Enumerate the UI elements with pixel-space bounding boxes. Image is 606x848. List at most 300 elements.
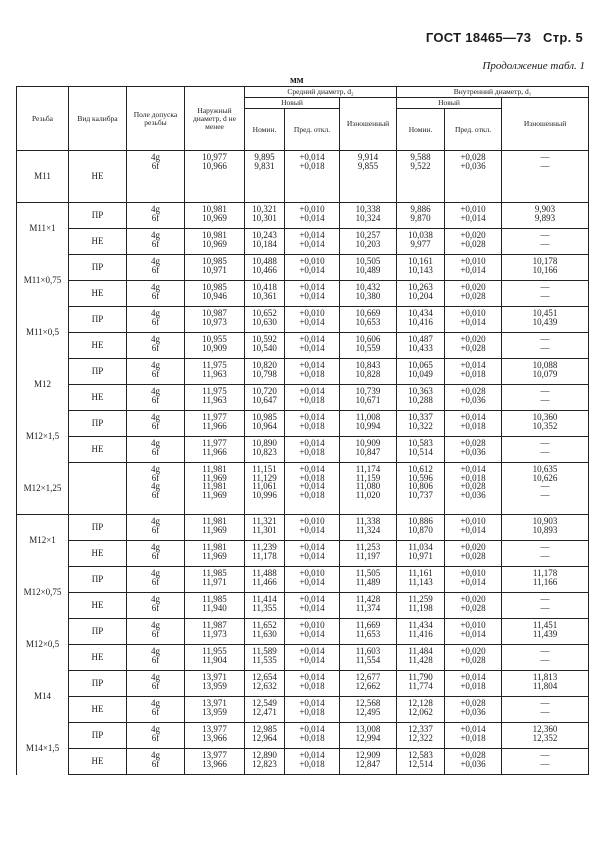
- cell-value: 11,963: [202, 368, 227, 379]
- cell-value: +0,014: [299, 524, 325, 535]
- cell-value: —: [540, 446, 550, 457]
- cell-value: +0,036: [460, 446, 486, 457]
- tolerance-values: [127, 567, 185, 593]
- cell-value: —: [540, 386, 550, 396]
- tolerance-values: [127, 255, 185, 281]
- inner-limit-values: [445, 359, 502, 385]
- inner-nominal-values: [397, 359, 445, 385]
- tolerance-values: [127, 359, 185, 385]
- inner-nominal-values: [397, 411, 445, 437]
- tolerance-values: [127, 593, 185, 619]
- cell-value: +0,010: [460, 308, 486, 318]
- cell-value: —: [540, 698, 550, 708]
- col-inner-limit: Пред. откл.: [445, 109, 502, 151]
- cell-value: 10,903: [532, 516, 558, 526]
- cell-value: 10,505: [355, 256, 381, 266]
- cell-value: +0,014: [299, 334, 325, 344]
- cell-value: 11,669: [355, 620, 381, 630]
- cell-value: 13,971: [202, 698, 227, 708]
- cell-value: 4g: [151, 646, 160, 656]
- tolerance-values: [127, 281, 185, 307]
- cell-value: 10,969: [202, 212, 227, 223]
- inner-limit-values: [445, 203, 502, 229]
- cell-value: 10,434: [408, 308, 433, 318]
- gauge-type: НЕ: [69, 385, 127, 411]
- cell-value: 10,630: [252, 316, 277, 327]
- mid-worn-values: [340, 593, 397, 619]
- cell-value: 10,451: [532, 308, 558, 318]
- cell-value: +0,010: [460, 568, 486, 578]
- cell-value: 6f: [151, 758, 160, 769]
- cell-value: +0,014: [299, 481, 325, 492]
- cell-value: 11,969: [202, 489, 227, 500]
- cell-value: 11,439: [532, 628, 558, 639]
- cell-value: 9,893: [534, 212, 556, 223]
- gauge-type: ПР: [69, 619, 127, 645]
- cell-value: 10,488: [252, 256, 277, 266]
- outer-values: [185, 333, 245, 359]
- cell-value: —: [540, 542, 550, 552]
- table-row: [17, 255, 589, 281]
- gauge-type: ПР: [69, 203, 127, 229]
- cell-value: 11,981: [202, 464, 227, 474]
- table-row: [17, 229, 589, 255]
- cell-value: 11,020: [355, 489, 381, 500]
- cell-value: 4g: [151, 412, 160, 422]
- cell-value: 9,903: [534, 204, 556, 214]
- cell-value: 9,831: [254, 160, 275, 171]
- cell-value: 11,981: [202, 481, 227, 492]
- gauge-type: НЕ: [69, 437, 127, 463]
- cell-value: +0,020: [460, 282, 486, 292]
- cell-value: 12,322: [408, 732, 433, 743]
- cell-value: 11,061: [252, 481, 277, 492]
- thread-designation: М11×0,75: [17, 255, 69, 307]
- col-tolerance: Поле допуска резьбы: [127, 87, 185, 151]
- cell-value: 10,890: [252, 438, 277, 448]
- outer-values: [185, 411, 245, 437]
- cell-value: 10,514: [408, 446, 433, 457]
- inner-worn-values: [502, 437, 589, 463]
- cell-value: 10,065: [408, 360, 433, 370]
- cell-value: +0,018: [299, 446, 325, 457]
- cell-value: 11,630: [252, 628, 277, 639]
- mid-worn-values: [340, 515, 397, 541]
- cell-value: 4g: [151, 568, 160, 578]
- inner-worn-values: [502, 619, 589, 645]
- cell-value: +0,020: [460, 542, 486, 552]
- mid-nominal-values: [245, 411, 285, 437]
- cell-value: +0,014: [299, 282, 325, 292]
- cell-value: 10,166: [532, 264, 558, 275]
- cell-value: 6f: [151, 264, 160, 275]
- mid-nominal-values: [245, 437, 285, 463]
- table-row: [17, 385, 589, 411]
- gauge-type: НЕ: [69, 541, 127, 567]
- cell-value: 6f: [151, 654, 160, 665]
- cell-value: 4g: [151, 204, 160, 214]
- tolerance-values: [127, 515, 185, 541]
- outer-values: [185, 385, 245, 411]
- cell-value: 11,301: [252, 524, 277, 535]
- cell-value: +0,014: [299, 438, 325, 448]
- cell-value: 11,374: [355, 602, 381, 613]
- table-row: [17, 749, 589, 775]
- tolerance-values: [127, 723, 185, 749]
- inner-limit-values: [445, 333, 502, 359]
- cell-value: +0,020: [460, 646, 486, 656]
- mid-limit-values: [285, 515, 340, 541]
- cell-value: +0,010: [299, 620, 325, 630]
- cell-value: +0,014: [299, 672, 325, 682]
- cell-value: 10,257: [355, 230, 381, 240]
- mid-nominal-values: [245, 203, 285, 229]
- cell-value: 10,360: [532, 412, 558, 422]
- mid-nominal-values: [245, 645, 285, 671]
- mid-nominal-values: [245, 307, 285, 333]
- cell-value: +0,028: [460, 238, 486, 249]
- cell-value: +0,028: [460, 152, 486, 162]
- cell-value: +0,014: [299, 646, 325, 656]
- cell-value: 11,981: [202, 516, 227, 526]
- cell-value: +0,014: [299, 594, 325, 604]
- gauge-type: ПР: [69, 411, 127, 437]
- inner-nominal-values: [397, 645, 445, 671]
- cell-value: +0,014: [460, 464, 486, 474]
- cell-value: 12,062: [408, 706, 433, 717]
- inner-limit-values: [445, 307, 502, 333]
- cell-value: 10,893: [532, 524, 558, 535]
- cell-value: 6f: [151, 238, 160, 249]
- mid-limit-values: [285, 463, 340, 515]
- cell-value: +0,028: [460, 290, 486, 301]
- cell-value: 11,484: [408, 646, 433, 656]
- cell-value: 10,966: [202, 160, 227, 171]
- inner-limit-values: [445, 151, 502, 203]
- cell-value: +0,018: [299, 706, 325, 717]
- cell-value: 12,337: [408, 724, 433, 734]
- cell-value: 10,647: [252, 394, 277, 405]
- cell-value: +0,014: [299, 360, 325, 370]
- cell-value: +0,014: [460, 672, 486, 682]
- col-mid-worn: Изношенный: [340, 98, 397, 151]
- cell-value: 10,909: [355, 438, 381, 448]
- cell-value: 10,337: [408, 412, 433, 422]
- cell-value: 11,975: [202, 386, 227, 396]
- col-gauge-type: Вид калибра: [69, 87, 127, 151]
- cell-value: 12,964: [252, 732, 277, 743]
- mid-worn-values: [340, 723, 397, 749]
- table-row: [17, 645, 589, 671]
- inner-nominal-values: [397, 333, 445, 359]
- tolerance-values: [127, 229, 185, 255]
- inner-limit-values: [445, 749, 502, 775]
- cell-value: +0,014: [460, 628, 486, 639]
- cell-value: —: [540, 282, 550, 292]
- mid-nominal-values: [245, 151, 285, 203]
- cell-value: 11,973: [202, 628, 227, 639]
- cell-value: 9,522: [410, 160, 431, 171]
- thread-designation: М12×0,75: [17, 567, 69, 619]
- gauge-type: ПР: [69, 515, 127, 541]
- mid-nominal-values: [245, 281, 285, 307]
- mid-worn-values: [340, 385, 397, 411]
- cell-value: 11,428: [408, 654, 433, 665]
- outer-values: [185, 749, 245, 775]
- col-mid-limit: Пред. откл.: [285, 109, 340, 151]
- cell-value: +0,036: [460, 706, 486, 717]
- cell-value: 4g: [151, 672, 160, 682]
- cell-value: +0,014: [299, 290, 325, 301]
- cell-value: 6f: [151, 706, 160, 717]
- cell-value: +0,018: [299, 680, 325, 691]
- table-row: [17, 697, 589, 723]
- cell-value: 11,554: [355, 654, 381, 665]
- cell-value: 4g: [151, 334, 160, 344]
- inner-nominal-values: [397, 515, 445, 541]
- cell-value: 6f: [151, 420, 160, 431]
- cell-value: 13,977: [202, 724, 227, 734]
- cell-value: 6f: [151, 472, 160, 483]
- inner-nominal-values: [397, 593, 445, 619]
- cell-value: +0,018: [460, 420, 486, 431]
- outer-values: [185, 515, 245, 541]
- inner-limit-values: [445, 697, 502, 723]
- cell-value: 11,008: [355, 412, 381, 422]
- cell-value: 12,128: [408, 698, 433, 708]
- cell-value: 10,161: [408, 256, 433, 266]
- gauge-type: [69, 463, 127, 515]
- mid-limit-values: [285, 151, 340, 203]
- inner-limit-values: [445, 437, 502, 463]
- mid-worn-values: [340, 151, 397, 203]
- cell-value: 6f: [151, 394, 160, 405]
- cell-value: +0,014: [299, 464, 325, 474]
- inner-nominal-values: [397, 385, 445, 411]
- col-group-inner: Внутренний диаметр, d₁: [397, 87, 589, 98]
- inner-worn-values: [502, 671, 589, 697]
- cell-value: 6f: [151, 342, 160, 353]
- cell-value: 10,635: [532, 464, 558, 474]
- inner-worn-values: [502, 749, 589, 775]
- cell-value: 4g: [151, 516, 160, 526]
- cell-value: +0,010: [460, 204, 486, 214]
- cell-value: +0,036: [460, 489, 486, 500]
- cell-value: 11,080: [355, 481, 381, 492]
- thread-designation: М12×1,5: [17, 411, 69, 463]
- cell-value: 10,720: [252, 386, 277, 396]
- cell-value: +0,028: [460, 438, 486, 448]
- gauge-type: НЕ: [69, 749, 127, 775]
- cell-value: +0,014: [460, 724, 486, 734]
- inner-limit-values: [445, 229, 502, 255]
- cell-value: 12,677: [355, 672, 381, 682]
- thread-designation: М11: [17, 151, 69, 203]
- cell-value: 4g: [151, 360, 160, 370]
- cell-value: —: [540, 602, 550, 613]
- cell-value: 11,969: [202, 524, 227, 535]
- cell-value: 12,568: [355, 698, 381, 708]
- tolerance-values: [127, 463, 185, 515]
- cell-value: 6f: [151, 446, 160, 457]
- cell-value: +0,020: [460, 334, 486, 344]
- cell-value: 11,434: [408, 620, 433, 630]
- mid-worn-values: [340, 359, 397, 385]
- cell-value: 10,432: [355, 282, 381, 292]
- cell-value: —: [540, 594, 550, 604]
- inner-worn-values: [502, 541, 589, 567]
- cell-value: 9,855: [357, 160, 379, 171]
- inner-worn-values: [502, 515, 589, 541]
- cell-value: 10,583: [408, 438, 433, 448]
- cell-value: 11,143: [408, 576, 433, 587]
- tolerance-values: [127, 437, 185, 463]
- cell-value: —: [540, 438, 550, 448]
- inner-worn-values: [502, 567, 589, 593]
- mid-nominal-values: [245, 749, 285, 775]
- cell-value: 10,985: [202, 282, 227, 292]
- cell-value: 10,592: [252, 334, 277, 344]
- mid-worn-values: [340, 229, 397, 255]
- cell-value: 10,806: [408, 481, 433, 492]
- cell-value: 11,324: [355, 524, 381, 535]
- cell-value: 10,669: [355, 308, 381, 318]
- thread-designation: М12×1: [17, 515, 69, 567]
- cell-value: 11,813: [532, 672, 558, 682]
- cell-value: +0,014: [460, 264, 486, 275]
- cell-value: +0,010: [299, 256, 325, 266]
- outer-values: [185, 307, 245, 333]
- cell-value: 6f: [151, 316, 160, 327]
- table-row: [17, 437, 589, 463]
- cell-value: +0,018: [299, 394, 325, 405]
- outer-values: [185, 619, 245, 645]
- cell-value: 10,955: [202, 334, 227, 344]
- gauge-type: ПР: [69, 723, 127, 749]
- cell-value: —: [540, 152, 550, 162]
- cell-value: 11,178: [252, 550, 277, 561]
- cell-value: 10,038: [408, 230, 433, 240]
- table-row: [17, 593, 589, 619]
- outer-values: [185, 645, 245, 671]
- col-thread: Резьба: [17, 87, 69, 151]
- cell-value: 6f: [151, 524, 160, 535]
- cell-value: 10,322: [408, 420, 433, 431]
- cell-value: +0,018: [460, 680, 486, 691]
- mid-limit-values: [285, 203, 340, 229]
- gauge-type: НЕ: [69, 697, 127, 723]
- cell-value: 11,416: [408, 628, 433, 639]
- cell-value: 12,985: [252, 724, 277, 734]
- inner-nominal-values: [397, 255, 445, 281]
- mid-limit-values: [285, 567, 340, 593]
- cell-value: 12,495: [355, 706, 381, 717]
- cell-value: +0,018: [460, 732, 486, 743]
- cell-value: 12,471: [252, 706, 277, 717]
- cell-value: +0,014: [460, 524, 486, 535]
- tolerance-values: [127, 749, 185, 775]
- inner-nominal-values: [397, 749, 445, 775]
- table-row: [17, 151, 589, 203]
- cell-value: +0,014: [460, 412, 486, 422]
- inner-nominal-values: [397, 619, 445, 645]
- cell-value: 10,985: [252, 412, 277, 422]
- cell-value: +0,028: [460, 654, 486, 665]
- cell-value: 11,428: [355, 594, 381, 604]
- cell-value: 12,514: [408, 758, 433, 769]
- mid-nominal-values: [245, 255, 285, 281]
- cell-value: 11,161: [408, 568, 433, 578]
- cell-value: 11,774: [408, 680, 433, 691]
- cell-value: 11,451: [532, 620, 558, 630]
- cell-value: 4g: [151, 230, 160, 240]
- mid-limit-values: [285, 749, 340, 775]
- cell-value: 10,338: [355, 204, 381, 214]
- inner-nominal-values: [397, 203, 445, 229]
- cell-value: 4g: [151, 438, 160, 448]
- cell-value: 10,288: [408, 394, 433, 405]
- cell-value: 10,418: [252, 282, 277, 292]
- cell-value: 12,352: [532, 732, 558, 743]
- gauge-type: ПР: [69, 307, 127, 333]
- cell-value: 6f: [151, 160, 160, 171]
- cell-value: 11,535: [252, 654, 277, 665]
- cell-value: 4g: [151, 386, 160, 396]
- tolerance-values: [127, 203, 185, 229]
- inner-nominal-values: [397, 671, 445, 697]
- table-row: [17, 515, 589, 541]
- cell-value: 12,994: [355, 732, 381, 743]
- cell-value: +0,014: [299, 212, 325, 223]
- cell-value: 10,540: [252, 342, 277, 353]
- outer-values: [185, 437, 245, 463]
- mid-nominal-values: [245, 359, 285, 385]
- cell-value: 10,596: [408, 472, 433, 483]
- thread-designation: М12×0,5: [17, 619, 69, 671]
- cell-value: +0,010: [299, 568, 325, 578]
- cell-value: 11,790: [408, 672, 433, 682]
- cell-value: 10,487: [408, 334, 433, 344]
- cell-value: 13,971: [202, 672, 227, 682]
- cell-value: +0,018: [299, 160, 325, 171]
- cell-value: +0,020: [460, 594, 486, 604]
- inner-nominal-values: [397, 151, 445, 203]
- tolerance-values: [127, 541, 185, 567]
- cell-value: +0,014: [299, 698, 325, 708]
- cell-value: 11,589: [252, 646, 277, 656]
- table-continuation: Продолжение табл. 1: [482, 60, 585, 72]
- outer-values: [185, 697, 245, 723]
- inner-worn-values: [502, 697, 589, 723]
- cell-value: 11,505: [355, 568, 381, 578]
- mid-nominal-values: [245, 385, 285, 411]
- col-mid-nominal: Номин.: [245, 109, 285, 151]
- cell-value: 11,489: [355, 576, 381, 587]
- gauge-type: ПР: [69, 359, 127, 385]
- cell-value: +0,028: [460, 481, 486, 492]
- col-outer-diameter: Наружный диаметр, d не менее: [185, 87, 245, 151]
- cell-value: 11,975: [202, 360, 227, 370]
- cell-value: +0,028: [460, 698, 486, 708]
- mid-limit-values: [285, 437, 340, 463]
- inner-limit-values: [445, 385, 502, 411]
- mid-limit-values: [285, 255, 340, 281]
- cell-value: 10,184: [252, 238, 277, 249]
- cell-value: 10,969: [202, 238, 227, 249]
- tolerance-values: [127, 411, 185, 437]
- cell-value: 9,886: [410, 204, 431, 214]
- thread-designation: М12×1,25: [17, 463, 69, 515]
